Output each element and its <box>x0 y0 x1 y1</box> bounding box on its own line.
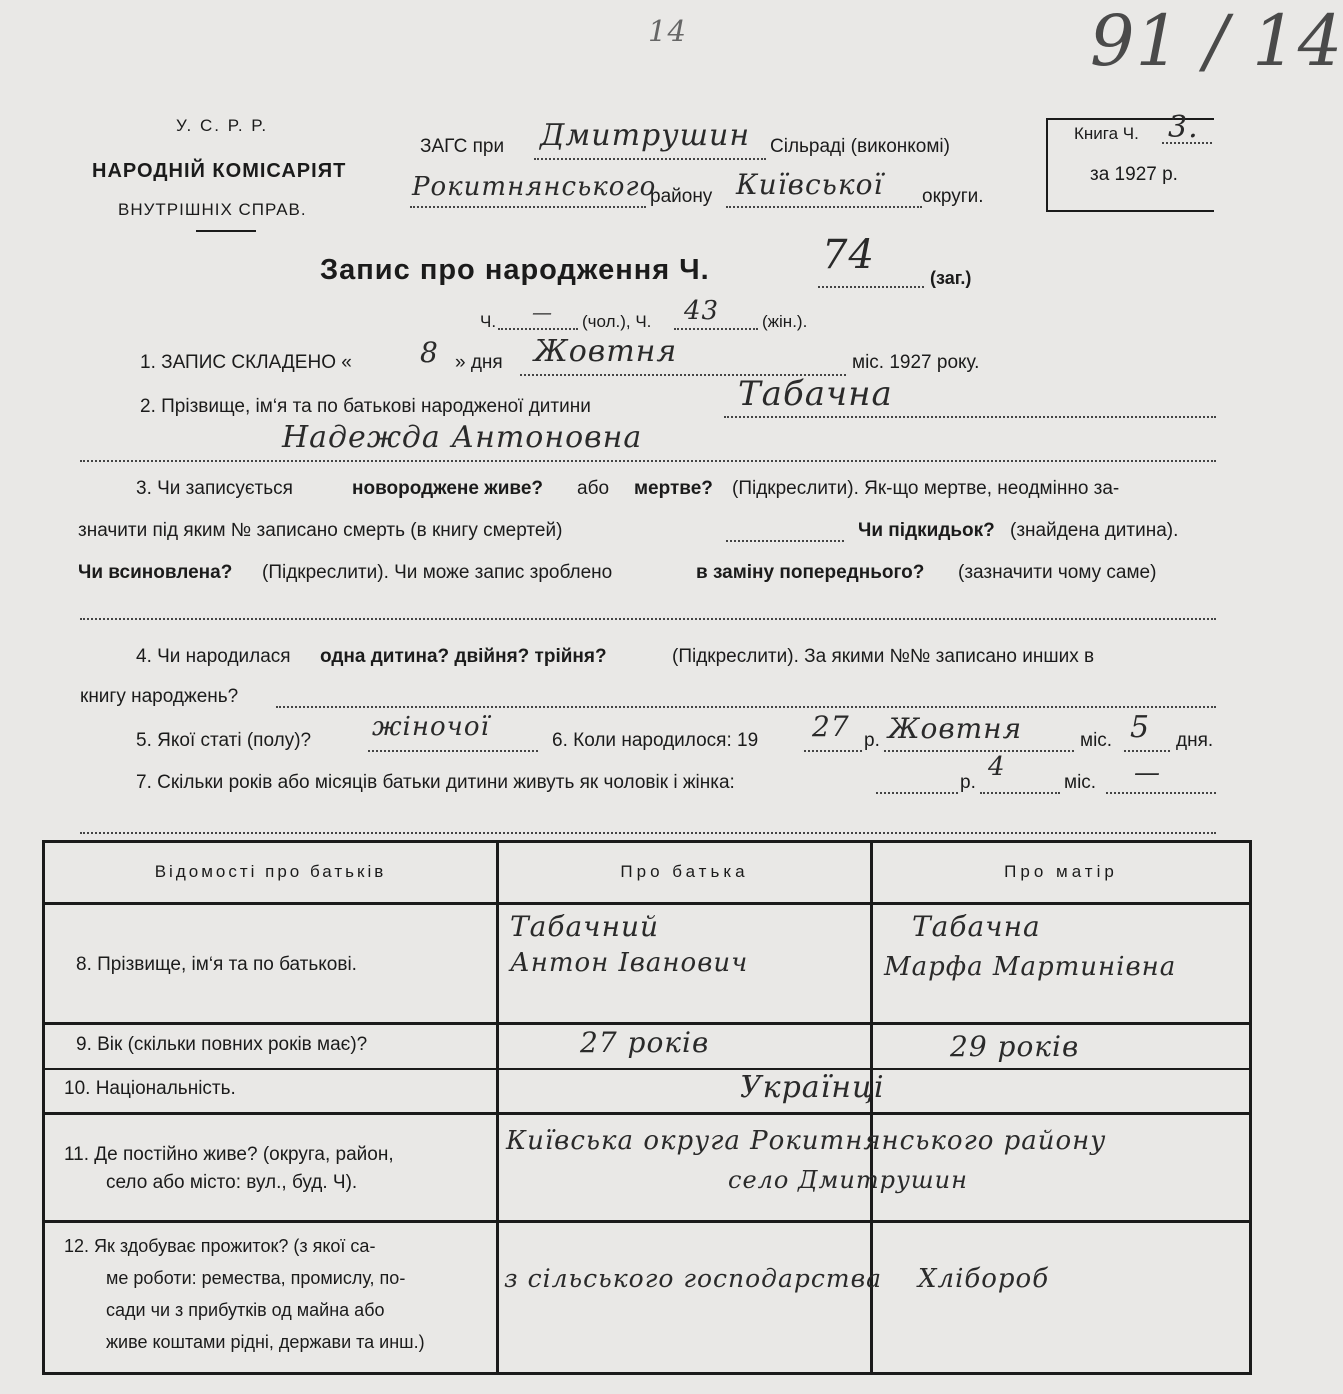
q7-months-blank <box>1106 792 1216 794</box>
selrada-suffix: Сільраді (виконкомі) <box>770 136 950 157</box>
q3-line3-a: Чи всиновлена? <box>78 562 233 583</box>
female-label: (жін.). <box>762 312 808 331</box>
row12-label-line1: 12. Як здобуває прожиток? (з якої са- <box>64 1236 376 1256</box>
q3-death-blank <box>726 540 844 542</box>
row8-father-name: Антон Іванович <box>510 948 749 978</box>
male-number-blank <box>498 328 578 330</box>
q1-day-handwritten: 8 <box>420 336 439 369</box>
q2-surname-handwritten: Табачна <box>738 374 893 414</box>
q7-months-handwritten: — <box>1134 758 1161 788</box>
ussr-label: У. С. Р. Р. <box>176 116 269 135</box>
okruga-handwritten: Київської <box>736 168 884 201</box>
female-number-blank <box>674 328 758 330</box>
record-number-suffix: (заг.) <box>930 268 972 288</box>
q4-line2: книгу народжень? <box>80 686 239 707</box>
q6-month-label: міс. <box>1080 730 1113 751</box>
q7-years-handwritten: 4 <box>988 752 1006 782</box>
department-label: ВНУТРІШНІХ СПРАВ. <box>118 200 307 219</box>
q7-years-label: р. <box>960 772 976 793</box>
q3-line2-b: Чи підкидьок? <box>858 520 995 541</box>
row10-nationality: Українці <box>740 1070 885 1105</box>
row12-mother-occupation: Хлібороб <box>918 1264 1050 1294</box>
q4-line1-a: 4. Чи народилася <box>136 646 291 667</box>
q1-year: міс. 1927 року. <box>852 352 980 373</box>
row8-label: 8. Прізвище, ім‘я та по батькові. <box>76 954 357 975</box>
row11-residence-line2: село Дмитрушин <box>728 1166 968 1194</box>
q3-line3-b: (Підкреслити). Чи може запис зроблено <box>262 562 613 583</box>
q4-line1-c: (Підкреслити). За якими №№ записано инших в <box>672 646 1095 667</box>
row11-label-line1: 11. Де постійно живе? (округа, район, <box>64 1144 394 1165</box>
row8-mother-surname: Табачна <box>912 910 1041 943</box>
q2-name-handwritten: Надежда Антоновна <box>282 420 643 455</box>
record-number-handwritten: 74 <box>822 232 875 278</box>
book-label: Книга Ч. <box>1074 124 1139 143</box>
q3-line1-c: або <box>577 478 610 499</box>
table-header-info: Відомості про батьків <box>154 862 387 881</box>
q2-blank-1 <box>724 416 1216 418</box>
row11-residence-line1: Київська округа Рокитнянського району <box>506 1126 1107 1156</box>
row12-father-occupation: з сільського господарства <box>504 1264 883 1293</box>
divider <box>196 230 256 232</box>
row12-label-line4: живе коштами рідні, держави та инш.) <box>106 1332 425 1352</box>
district-label: району <box>650 186 713 207</box>
q5-sex-handwritten: жіночої <box>372 712 490 742</box>
record-title: Запис про народження Ч. <box>320 254 710 286</box>
q3-line3-d: (зазначити чому саме) <box>958 562 1157 583</box>
q3-line1-a: 3. Чи записується <box>136 478 293 499</box>
row12-label-line2: ме роботи: ремества, промислу, по- <box>106 1268 406 1288</box>
q6-month-blank <box>884 750 1074 752</box>
q5-text: 5. Якої статі (полу)? <box>136 730 312 751</box>
q7-blank-a <box>876 792 958 794</box>
zags-prefix: ЗАГС при <box>420 136 505 157</box>
q3-line3-c: в заміну попереднього? <box>696 562 925 583</box>
q6-month-handwritten: Жовтня <box>888 712 1023 745</box>
q2-text: 2. Прізвище, ім‘я та по батькові народженої дитини <box>140 396 591 417</box>
q1-text: 1. ЗАПИС СКЛАДЕНО « <box>140 352 352 373</box>
row9-label: 9. Вік (скільки повних років має)? <box>76 1034 368 1055</box>
q7-months-label: міс. <box>1064 772 1097 793</box>
book-box-left <box>1046 118 1048 212</box>
q1-day-label: » дня <box>455 352 503 373</box>
row8-father-surname: Табачний <box>510 910 660 943</box>
q7-years-blank <box>980 792 1060 794</box>
selrada-blank <box>534 158 766 160</box>
male-number-handwritten: — <box>532 300 553 324</box>
row9-mother-age: 29 років <box>950 1030 1080 1063</box>
q5-sex-blank <box>368 750 538 752</box>
q6-day-label: дня. <box>1176 730 1214 751</box>
row11-label-line2: село або місто: вул., буд. Ч). <box>106 1172 358 1193</box>
ch-label: Ч. <box>480 312 497 331</box>
q3-line1-e: (Підкреслити). Як-що мертве, неодмінно за- <box>732 478 1120 499</box>
female-number-handwritten: 43 <box>684 296 720 326</box>
row8-mother-name: Марфа Мартинівна <box>884 952 1177 982</box>
selrada-handwritten: Дмитрушин <box>540 118 751 153</box>
q3-line1-b: новороджене живе? <box>352 478 544 499</box>
q3-line2-c: (знайдена дитина). <box>1010 520 1179 541</box>
okruga-label: округи. <box>922 186 984 207</box>
q6-day-blank <box>1124 750 1170 752</box>
row9-father-age: 27 років <box>580 1026 710 1059</box>
q6-year-blank <box>804 750 862 752</box>
q3-blank <box>80 618 1216 620</box>
row12-label-line3: сади чи з прибутків од майна або <box>106 1300 385 1320</box>
record-number-blank <box>818 286 924 288</box>
q7-text: 7. Скільки років або місяців батьки дитини живуть як чоловік і жінка: <box>136 772 735 793</box>
okruga-blank <box>726 206 922 208</box>
table-header-father: Про батька <box>620 862 749 881</box>
book-year: за 1927 р. <box>1090 164 1178 185</box>
book-blank <box>1162 142 1212 144</box>
q1-month-handwritten: Жовтня <box>534 334 678 369</box>
book-box-bottom <box>1046 210 1214 212</box>
q4-line1-b: одна дитина? двійня? трійня? <box>320 646 607 667</box>
q6-year-handwritten: 27 <box>812 710 850 743</box>
archive-corner-mark: 91 / 14 <box>1090 0 1343 82</box>
district-handwritten: Рокитнянського <box>412 172 657 202</box>
row10-label: 10. Національність. <box>64 1078 236 1099</box>
q2-blank-2 <box>80 460 1216 462</box>
commissariat-title: НАРОДНІЙ КОМІСАРІЯТ <box>92 160 347 182</box>
q6-year-label: р. <box>864 730 880 751</box>
q3-line1-d: мертве? <box>634 478 713 499</box>
q6-text: 6. Коли народилося: 19 <box>552 730 759 751</box>
table-header-mother: Про матір <box>1004 862 1118 881</box>
male-label: (чол.), Ч. <box>582 312 652 331</box>
archive-page-number: 14 <box>648 14 687 48</box>
book-handwritten: 3. <box>1168 110 1199 145</box>
q7-blank-b <box>80 832 1216 834</box>
district-blank <box>410 206 646 208</box>
q6-day-handwritten: 5 <box>1130 710 1151 745</box>
q4-blank <box>276 706 1216 708</box>
q3-line2-a: значити під яким № записано смерть (в книгу смертей) <box>78 520 563 541</box>
